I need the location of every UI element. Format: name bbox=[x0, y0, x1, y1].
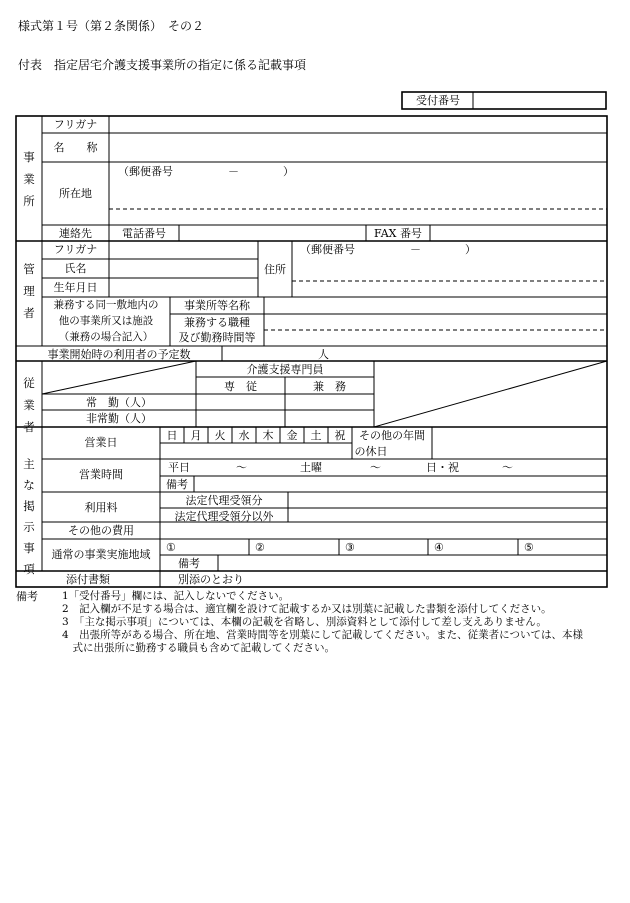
fee-legal-label: 法定代理受領分 bbox=[185, 494, 263, 507]
office-name-label: 名 称 bbox=[53, 141, 98, 154]
day-fri: 金 bbox=[286, 429, 298, 442]
reception-value[interactable] bbox=[476, 95, 604, 107]
area-number-4: ④ bbox=[434, 541, 444, 554]
attachments-label: 添付書類 bbox=[66, 573, 110, 586]
area-number-5: ⑤ bbox=[524, 541, 534, 554]
concurrent-label-3: （兼務の場合記入） bbox=[58, 331, 154, 343]
office-furigana-label: フリガナ bbox=[53, 118, 98, 131]
concurrent-job-label-2: 及び勤務時間等 bbox=[178, 331, 256, 344]
business-days-label: 営業日 bbox=[84, 436, 118, 449]
area-number-2: ② bbox=[255, 541, 265, 554]
concurrent-label-1: 兼務する同一敷地内の bbox=[53, 299, 159, 311]
care-manager-label: 介護支援専門員 bbox=[246, 363, 324, 376]
other-holidays-label-1: その他の年間 bbox=[359, 429, 425, 442]
saturday-label: 土曜 bbox=[300, 461, 322, 474]
weekday-tilde: ～ bbox=[236, 461, 247, 474]
note-item-5: 式に出張所に勤務する職員も含めて記載してください。 bbox=[62, 642, 335, 654]
saturday-tilde: ～ bbox=[370, 461, 381, 474]
reception-label: 受付番号 bbox=[416, 94, 460, 107]
day-holiday: 祝 bbox=[334, 429, 346, 442]
other-holidays-label-2: の休日 bbox=[354, 445, 388, 458]
fulltime-label: 専 従 bbox=[224, 380, 257, 393]
manager-birthdate-label: 生年月日 bbox=[53, 281, 98, 294]
sunday-holiday-label: 日・祝 bbox=[426, 461, 459, 474]
parttime-staff-label: 非常勤（人） bbox=[86, 412, 152, 425]
manager-postal-code: （郵便番号 － ） bbox=[300, 243, 476, 256]
concurrent-duty-label: 兼 務 bbox=[313, 380, 346, 393]
notes-heading: 備考 bbox=[16, 590, 38, 603]
day-mon: 月 bbox=[190, 429, 202, 442]
day-sun: 日 bbox=[166, 429, 178, 442]
manager-section-label: 管 理 者 bbox=[23, 262, 35, 320]
area-remarks-label: 備考 bbox=[178, 557, 200, 570]
note-item-2: 2 記入欄が不足する場合は、適宜欄を設けて記載するか又は別葉に記載した書類を添付してください。 bbox=[62, 603, 552, 615]
expected-users-unit: 人 bbox=[318, 348, 329, 361]
form-title: 付表 指定居宅介護支援事業所の指定に係る記載事項 bbox=[18, 58, 307, 72]
concurrent-label-2: 他の事業所又は施設 bbox=[58, 315, 154, 327]
office-phone-label: 電話番号 bbox=[122, 227, 166, 240]
manager-name-label: 氏名 bbox=[64, 262, 87, 275]
weekday-label: 平日 bbox=[168, 461, 190, 474]
note-item-3: 3 「主な掲示事項」については、本欄の記載を省略し、別添資料として添付して差し支えありません。 bbox=[62, 616, 547, 628]
day-tue: 火 bbox=[214, 429, 226, 442]
form-number: 様式第１号（第２条関係） その２ bbox=[18, 19, 205, 33]
day-thu: 木 bbox=[262, 429, 274, 442]
office-fax-label: FAX 番号 bbox=[374, 227, 422, 240]
expected-users-label: 事業開始時の利用者の予定数 bbox=[47, 348, 191, 361]
sunday-tilde: ～ bbox=[502, 461, 513, 474]
manager-furigana-label: フリガナ bbox=[53, 243, 98, 256]
concurrent-job-label-1: 兼務する職種 bbox=[184, 316, 250, 329]
fee-label: 利用料 bbox=[84, 501, 118, 514]
note-item-4: 4 出張所等がある場合、所在地、営業時間等を別葉にして記載してください。また、従業者については、本様 bbox=[62, 629, 583, 641]
manager-address-label: 住所 bbox=[264, 263, 286, 276]
attachments-value: 別添のとおり bbox=[178, 573, 244, 586]
office-address-label: 所在地 bbox=[59, 187, 92, 200]
area-number-3: ③ bbox=[345, 541, 355, 554]
regular-staff-label: 常 勤（人） bbox=[86, 396, 152, 409]
staff-section-label: 従 業 者 bbox=[23, 376, 35, 434]
office-contact-label: 連絡先 bbox=[59, 227, 92, 240]
other-costs-label: その他の費用 bbox=[68, 524, 134, 537]
notices-section-label: 主 な 掲 示 事 項 bbox=[23, 457, 35, 576]
office-section-label: 事 業 所 bbox=[23, 150, 35, 208]
note-item-1: 1「受付番号」欄には、記入しないでください。 bbox=[62, 590, 290, 602]
day-sat: 土 bbox=[310, 429, 322, 442]
concurrent-office-name-label: 事業所等名称 bbox=[184, 299, 250, 312]
office-postal-code: （郵便番号 － ） bbox=[118, 165, 294, 178]
day-wed: 水 bbox=[238, 429, 250, 442]
business-hours-label: 営業時間 bbox=[79, 468, 123, 481]
service-area-label: 通常の事業実施地域 bbox=[51, 548, 151, 561]
hours-remarks-label: 備考 bbox=[166, 478, 188, 491]
area-number-1: ① bbox=[166, 541, 176, 554]
fee-other-label: 法定代理受領分以外 bbox=[174, 510, 274, 523]
